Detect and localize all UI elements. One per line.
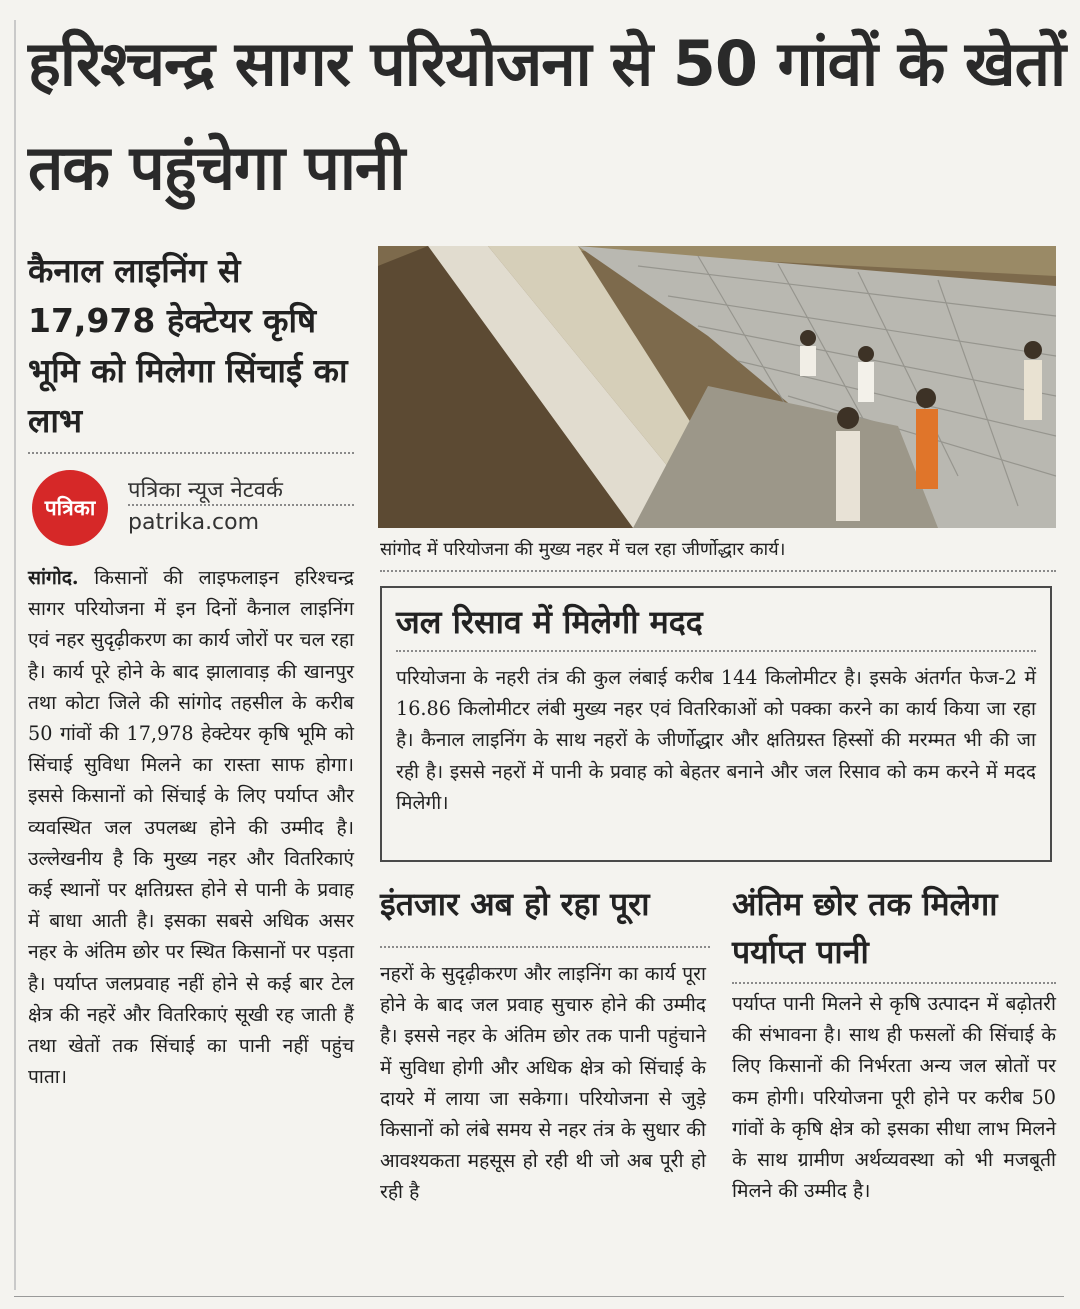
divider bbox=[380, 946, 710, 948]
headline: हरिश्चन्द्र सागर परियोजना से 50 गांवों के खेतों तक पहुंचेगा पानी bbox=[28, 27, 1066, 204]
section-title-wait: इंतजार अब हो रहा पूरा bbox=[380, 885, 650, 923]
box-title: जल रिसाव में मिलेगी मदद bbox=[396, 603, 703, 641]
section-body-wait: नहरों के सुदृढ़ीकरण और लाइनिंग का कार्य पूरा होने के बाद जल प्रवाह सुचारु होने की उम्मीद है। इससे नहर के अंतिम छोर तक पानी पहुंचाने में सुविधा होगी और अधिक क्षेत्र को सिंचाई के दायरे में लाया जा सकेगा। परियोजना से जुड़े किसानों को लंबे समय से नहर तंत्र के सुधार की आवश्यकता महसूस हो रही थी जो अब पूरी हो रही है bbox=[380, 962, 706, 1204]
section-title-tail: अंतिम छोर तक मिलेगा पर्याप्त पानी bbox=[732, 885, 998, 971]
website-link[interactable]: patrika.com bbox=[128, 510, 260, 535]
canal-photo bbox=[378, 246, 1056, 528]
bottom-rule bbox=[14, 1296, 1064, 1297]
article-text: किसानों की लाइफलाइन हरिश्चन्द्र सागर परियोजना में इन दिनों कैनाल लाइनिंग एवं नहर सुदृढ़ीकरण का कार्य जोरों पर चल रहा है। कार्य पूरे होने के बाद झालावाड़ की खानपुर तथा कोटा जिले की सांगोद तहसील के करीब 50 गांवों की 17,978 हेक्टेयर कृषि भूमि को सिंचाई सुविधा मिलने का रास्ता साफ होगा। इससे किसानों को सिंचाई के लिए पर्याप्त और व्यवस्थित जल उपलब्ध होने की उम्मीद है। उल्लेखनीय है कि मुख्य नहर और वितरिकाएं कई स्थानों पर क्षतिग्रस्त होने से पानी के प्रवाह में बाधा आती है। इसका सबसे अधिक असर नहर के अंतिम छोर पर स्थित किसानों पर पड़ता है। पर्याप्त जलप्रवाह नहीं होने से कई बार टेल क्षेत्र की नहरें और वितरिकाएं सूखी रह जाती हैं तथा खेतों तक सिंचाई का पानी नहीं पहुंच पाता। bbox=[28, 566, 354, 1089]
canal-photo-illustration bbox=[378, 246, 1056, 528]
divider bbox=[28, 452, 354, 454]
photo-caption: सांगोद में परियोजना की मुख्य नहर में चल रहा जीर्णोद्धार कार्य। bbox=[380, 539, 786, 560]
byline bbox=[28, 466, 358, 546]
article-body bbox=[28, 562, 354, 1092]
dateline: सांगोद. bbox=[28, 566, 79, 589]
divider bbox=[128, 504, 354, 506]
divider bbox=[396, 650, 1036, 652]
logo-text: पत्रिका bbox=[44, 496, 96, 520]
patrika-logo bbox=[32, 470, 108, 546]
subheadline: कैनाल लाइनिंग से 17,978 हेक्टेयर कृषि भूमि को मिलेगा सिंचाई का लाभ bbox=[28, 251, 348, 440]
divider bbox=[380, 570, 1056, 572]
highlight-box bbox=[380, 586, 1052, 862]
box-body: परियोजना के नहरी तंत्र की कुल लंबाई करीब 144 किलोमीटर है। इसके अंतर्गत फेज-2 में 16.86 किलोमीटर लंबी मुख्य नहर एवं वितरिकाओं को पक्का करने का कार्य किया जा रहा है। कैनाल लाइनिंग के साथ नहरों के जीर्णोद्धार और क्षतिग्रस्त हिस्सों की मरम्मत भी की जा रही है। इससे नहरों में पानी के प्रवाह को बेहतर बनाने और जल रिसाव को कम करने में मदद मिलेगी। bbox=[396, 666, 1036, 814]
news-network: पत्रिका न्यूज नेटवर्क bbox=[128, 478, 283, 503]
divider bbox=[732, 982, 1056, 984]
section-body-tail: पर्याप्त पानी मिलने से कृषि उत्पादन में बढ़ोतरी की संभावना है। साथ ही फसलों की सिंचाई के लिए किसानों की निर्भरता अन्य जल स्रोतों पर कम होगी। परियोजना पूरी होने पर करीब 50 गांवों के कृषि क्षेत्र को इसका सीधा लाभ मिलने के साथ ग्रामीण अर्थव्यवस्था को भी मजबूती मिलने की उम्मीद है। bbox=[732, 992, 1056, 1203]
column-rule bbox=[14, 20, 16, 1290]
